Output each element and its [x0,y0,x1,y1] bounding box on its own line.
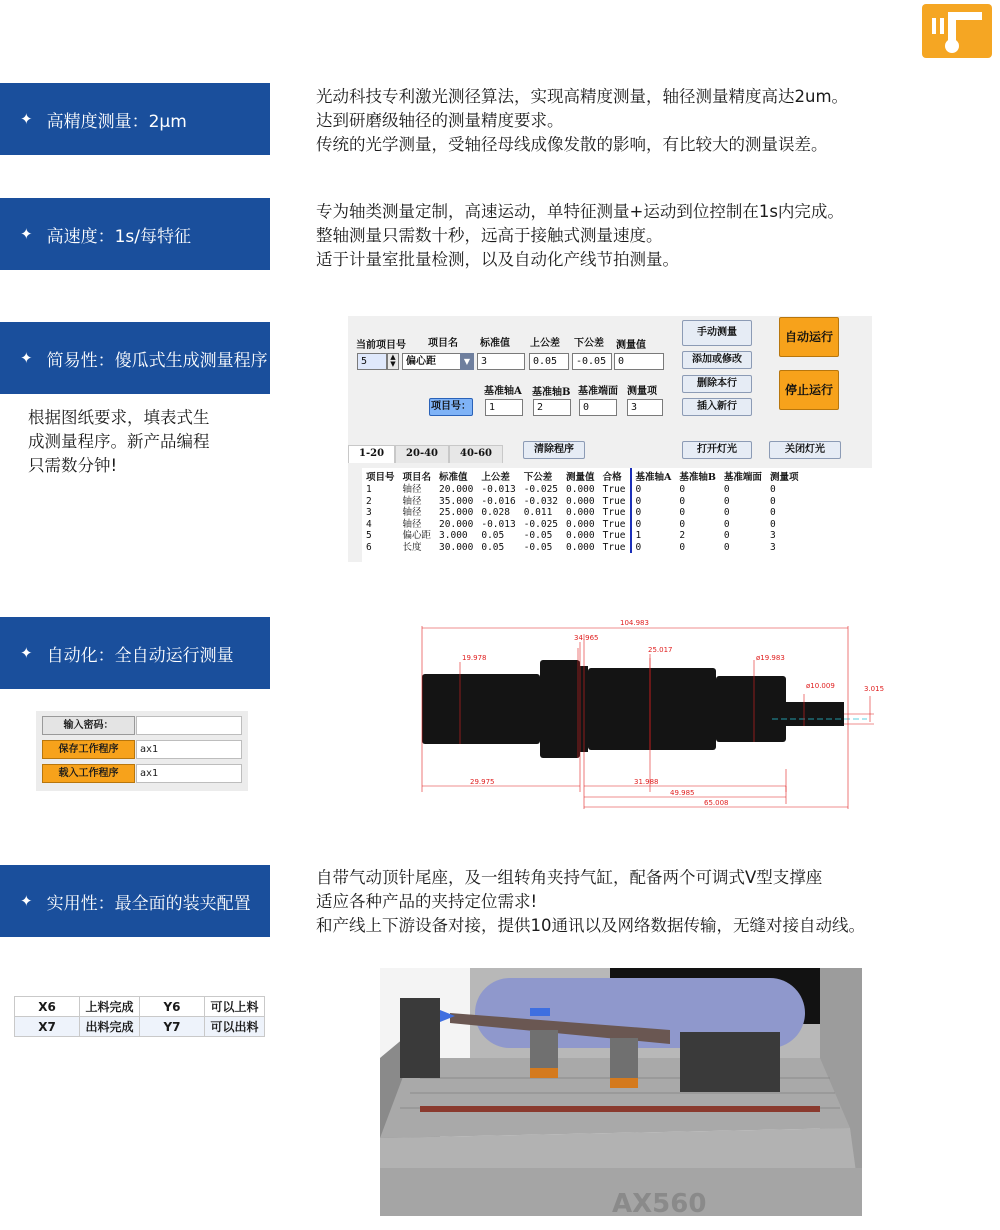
table-cell: 0 [720,496,766,508]
feature-tag-automation [0,617,270,689]
standard-label: 标准值 [480,338,510,349]
table-cell: 轴径 [399,519,436,531]
current-item-input[interactable]: 5 [357,353,387,370]
table-cell: 0 [631,519,676,531]
table-cell: 1 [631,530,676,542]
table-cell: True [599,507,631,519]
ref-axis-b-label: 基准轴B [532,387,571,398]
column-header: 测量项 [769,472,799,483]
company-logo [922,4,992,58]
table-row[interactable] [362,530,802,542]
table-cell: 0 [675,496,720,508]
io-input-code: X7 [15,1017,80,1037]
io-input-desc: 出料完成 [80,1017,140,1037]
tab-1-20[interactable]: 1-20 [348,445,395,463]
column-header: 基准轴A [631,468,676,484]
table-cell: 长度 [399,542,436,554]
table-cell: 0 [766,519,803,531]
table-cell: 0 [720,519,766,531]
manual-measure-button[interactable]: 手动测量 [682,320,752,346]
table-cell: 0.000 [562,507,599,519]
table-cell: 0 [675,542,720,554]
upper-tol-input[interactable]: 0.05 [529,353,569,370]
column-header: 基准端面 [723,472,762,483]
dim-len-a: 29.975 [470,778,495,786]
measure-item-label: 测量项 [627,386,657,397]
table-cell: 0 [631,484,676,496]
tab-20-40[interactable]: 20-40 [395,445,449,463]
dim-len-c: 49.985 [670,789,695,797]
table-cell: 0 [631,496,676,508]
table-cell: 0 [720,530,766,542]
column-header: 标准值 [439,472,468,483]
desc-line: 达到研磨级轴径的测量精度要求。 [316,111,564,130]
table-cell: 3 [766,542,803,554]
column-header: 基准轴B [679,472,716,483]
shaft-dimension-drawing [412,614,885,814]
standard-input[interactable]: 3 [477,353,525,370]
measured-label: 测量值 [616,340,646,351]
table-cell: 0 [766,507,803,519]
table-cell: 2 [675,530,720,542]
table-row[interactable] [362,496,802,508]
feature-desc-simplicity [28,406,268,478]
table-cell: 2 [362,496,399,508]
table-row [15,1017,265,1037]
delete-row-button[interactable]: 删除本行 [682,375,752,393]
table-cell: -0.032 [520,496,562,508]
feature-tag-precision [0,83,270,155]
table-cell: True [599,530,631,542]
feature-tag-label: 实用性：最全面的装夹配置 [46,893,251,914]
column-header: 项目名 [402,472,432,483]
load-program-button[interactable]: 载入工作程序 [42,764,135,783]
sparkle-icon: ✦ [20,892,33,910]
table-cell: 1 [362,484,399,496]
chevron-down-icon[interactable]: ▼ [460,353,474,370]
desc-line: 根据图纸要求，填表式生 [28,408,210,427]
sparkle-icon: ✦ [20,110,33,128]
io-output-desc: 可以上料 [205,997,265,1017]
column-header: 合格 [602,472,622,483]
io-output-code: Y7 [140,1017,205,1037]
save-program-input[interactable]: ax1 [136,740,242,759]
sparkle-icon: ✦ [20,349,33,367]
feature-tag-label: 自动化：全自动运行测量 [46,645,234,666]
table-cell: 35.000 [435,496,477,508]
dim-right-dia: ø19.983 [756,654,785,662]
feature-desc-precision [316,85,996,157]
dim-ecc: 3.015 [864,685,885,693]
table-cell: 0 [766,484,803,496]
table-cell: 0.000 [562,496,599,508]
table-cell: 0 [720,507,766,519]
table-cell: True [599,542,631,554]
table-cell: 0.000 [562,542,599,554]
page-tabs [348,445,503,463]
feature-tag-label: 简易性：傻瓜式生成测量程序 [46,350,268,371]
table-row[interactable] [362,507,802,519]
feature-tag-speed [0,198,270,270]
desc-line: 只需数分钟! [28,456,118,475]
dim-total-length: 104.983 [620,619,649,627]
item-spinner[interactable]: ▲ ▼ [387,353,399,370]
table-cell: 0 [720,542,766,554]
tab-40-60[interactable]: 40-60 [449,445,503,463]
feature-tag-label: 高精度测量：2μm [46,111,187,132]
sparkle-icon: ✦ [20,644,33,662]
column-header: 上公差 [481,472,510,483]
desc-line: 光动科技专利激光测径算法，实现高精度测量，轴径测量精度高达2um。 [316,87,849,106]
clear-program-button[interactable]: 清除程序 [523,441,585,459]
table-cell: 0.000 [562,484,599,496]
save-program-button[interactable]: 保存工作程序 [42,740,135,759]
column-header: 项目号 [366,472,395,483]
table-cell: -0.025 [520,519,562,531]
table-cell: 20.000 [435,484,477,496]
table-cell: 0.05 [477,530,519,542]
auto-run-button[interactable]: 自动运行 [779,317,839,357]
io-output-code: Y6 [140,997,205,1017]
table-cell: 轴径 [399,484,436,496]
ref-end-input[interactable]: 0 [579,399,617,416]
table-cell: -0.013 [477,519,519,531]
insert-row-button[interactable]: 插入新行 [682,398,752,416]
ref-axis-a-input[interactable]: 1 [485,399,523,416]
table-cell: 6 [362,542,399,554]
table-cell: 轴径 [399,496,436,508]
table-cell: 0 [675,519,720,531]
table-cell: 0.000 [562,530,599,542]
table-cell: True [599,484,631,496]
table-cell: 4 [362,519,399,531]
io-signal-table [14,996,265,1037]
ref-axis-a-label: 基准轴A [484,386,522,397]
desc-line: 整轴测量只需数十秒，远高于接触式测量速度。 [316,226,663,245]
sparkle-icon: ✦ [20,225,33,243]
table-cell: 0 [631,542,676,554]
table-cell: 30.000 [435,542,477,554]
measure-item-input[interactable]: 3 [627,399,663,416]
feature-desc-speed [316,200,996,272]
table-cell: 25.000 [435,507,477,519]
table-cell: -0.05 [520,530,562,542]
lower-tol-label: 下公差 [574,338,604,349]
table-cell: True [599,519,631,531]
dim-mid-dia: 25.017 [648,646,673,654]
table-row[interactable] [362,542,802,554]
password-input[interactable] [136,716,242,735]
dim-left-dia: 19.978 [462,654,487,662]
table-cell: -0.05 [520,542,562,554]
shaft-silhouette [422,660,844,758]
table-cell: -0.013 [477,484,519,496]
table-cell: 偏心距 [399,530,436,542]
desc-line: 适于计量室批量检测，以及自动化产线节拍测量。 [316,250,679,269]
password-label: 输入密码： [42,716,135,735]
dim-len-b: 31.988 [634,778,659,786]
table-row[interactable] [362,519,802,531]
upper-tol-label: 上公差 [530,338,560,349]
table-cell: 0.011 [520,507,562,519]
desc-line: 自带气动顶针尾座，及一组转角夹持气缸，配备两个可调式V型支撑座 [316,868,823,887]
desc-line: 专为轴类测量定制，高速运动，单特征测量+运动到位控制在1s内完成。 [316,202,844,221]
table-cell: True [599,496,631,508]
dim-len-d: 65.008 [704,799,729,807]
feature-desc-practicality [316,866,996,938]
program-table [362,468,872,562]
load-program-input[interactable]: ax1 [136,764,242,783]
stop-run-button[interactable]: 停止运行 [779,370,839,410]
feature-tag-simplicity [0,322,270,394]
measured-input[interactable]: 0 [614,353,664,370]
io-output-desc: 可以出料 [205,1017,265,1037]
light-on-button[interactable]: 打开灯光 [682,441,752,459]
desc-line: 传统的光学测量，受轴径母线成像发散的影响，有比较大的测量误差。 [316,135,828,154]
table-cell: 3 [362,507,399,519]
table-cell: 5 [362,530,399,542]
current-item-label: 当前项目号 [356,340,406,351]
table-cell: -0.016 [477,496,519,508]
item-name-label: 项目名 [428,338,458,349]
item-no-button[interactable]: 项目号： [429,398,473,416]
column-header: 下公差 [523,472,553,483]
ref-axis-b-input[interactable]: 2 [533,399,571,416]
feature-tag-label: 高速度：1s/每特征 [46,226,191,247]
table-cell: 0 [720,484,766,496]
table-cell: 3.000 [435,530,477,542]
machine-label: AX560 [612,1189,707,1219]
table-row [15,997,265,1017]
table-header-row [362,468,802,484]
desc-line: 适应各种产品的夹持定位需求! [316,892,538,911]
desc-line: 和产线上下游设备对接，提供10通讯以及网络数据传输，无缝对接自动线。 [316,916,865,935]
add-modify-button[interactable]: 添加或修改 [682,351,752,369]
dim-collar-dia: 34.965 [574,634,599,642]
table-cell: 3 [766,530,803,542]
table-cell: 0 [675,484,720,496]
light-off-button[interactable]: 关闭灯光 [769,441,841,459]
table-cell: -0.025 [520,484,562,496]
table-cell: 0 [631,507,676,519]
lower-tol-input[interactable]: -0.05 [572,353,612,370]
table-cell: 0.000 [562,519,599,531]
column-header: 测量值 [566,472,595,483]
dim-small-dia: ø10.009 [806,682,835,690]
io-input-code: X6 [15,997,80,1017]
measurement-program-panel [348,316,872,562]
feature-tag-practicality [0,865,270,937]
table-cell: 0.05 [477,542,519,554]
table-cell: 0 [675,507,720,519]
desc-line: 成测量程序。新产品编程 [28,432,210,451]
table-cell: 0 [766,496,803,508]
table-row[interactable] [362,484,802,496]
machine-3d-render [380,968,862,1219]
program-file-panel [36,711,248,791]
table-cell: 轴径 [399,507,436,519]
io-input-desc: 上料完成 [80,997,140,1017]
table-cell: 0.028 [477,507,519,519]
item-name-select[interactable]: 偏心距 [402,353,462,370]
ref-end-label: 基准端面 [578,386,618,397]
table-cell: 20.000 [435,519,477,531]
